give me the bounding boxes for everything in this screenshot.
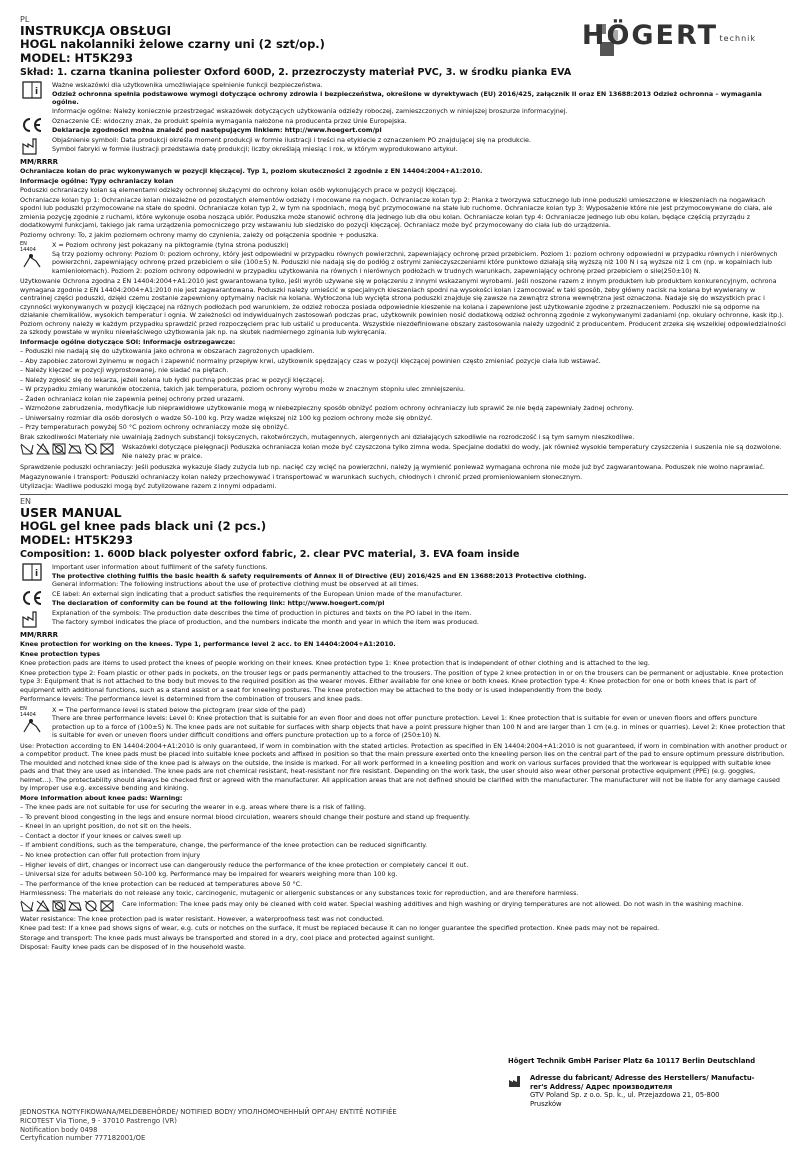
- pl-ce2: Deklaracje zgodności można znaleźć pod następującym linkiem: http://www.hoegert.com/pl: [52, 125, 382, 134]
- manufacturer-factory-icon: [508, 1074, 524, 1088]
- brand-wordmark: [582, 22, 718, 49]
- en-product: HOGL gel knee pads black uni (2 pcs.): [20, 519, 267, 534]
- pl-ce1: Oznaczenie CE: widoczny znak, że produkt spełnia wymagania nałożone na producenta przez Unie Europejska.: [52, 117, 407, 126]
- en-use: Use: Protection according to EN 14404:2004+A1:2010 is only guaranteed, if worn in combination with the stated articles. Protection as specified in EN 14404:2004+A1:2010 is not guaranteed, if worn in combination with another product or a competitor product. The knee pads must be placed into suitable knee pockets and affixed in position so that the main pressure exerted onto the kneeling person lies on the central part of the pad to ensure optimum pressure distribution. The moulded and notched knee side of the knee pad is always on the outside, the inside is marked. For all work performed in a kneeling position and work on various surfaces provided that the workwear is equipped with suitable knee pads and that they are used as intended. The knee pads are not chemical resistant, heat-resistant nor fire resistant. Depending on the work task, the user should also wear other personal protective equipment (PPE) (e.g. goggles, helmet...). The protectability should always be checked first or agreed with the manufacturer. All application areas that are not defined should be clarified with the manufacturer. The manufacturer will not be liable for any damage caused by improper use e.g. excessive bending and kinking.: [20, 741, 787, 793]
- section-divider: [20, 494, 788, 495]
- en-disp: Disposal: Faulty knee pads can be disposed of in the household waste.: [20, 943, 246, 952]
- notified-body-block: [20, 1108, 397, 1143]
- en-info3: General information: The following instructions about the use of protective clothing must be observed at all times.: [52, 580, 419, 589]
- en-ce2: The declaration of conformity can be found at the following link: http://www.hoegert.com/pl: [52, 598, 385, 607]
- pl-disp: Utylizacja: Wadliwe poduszki mogą być zutylizowane razem z innymi odpadami.: [20, 482, 277, 491]
- en-model: MODEL: HT5K293: [20, 532, 133, 547]
- pl-p2: Informacje ogólne: Typy ochraniaczy kolan: [20, 176, 174, 185]
- en-warning: – If ambient conditions, such as the temperature, change, the performance of the knee protection can be reduced significantly.: [20, 841, 428, 850]
- pl-ce-block: [20, 117, 788, 134]
- pl-sym2: Symbol fabryki w formie ilustracji przedstawia datę produkcji; liczby określają miesiąc i rok, w którym wyprodukowano artykuł.: [52, 144, 458, 153]
- en-p1: Knee protection for working on the knees. Type 1, performance level 2 acc. to EN 14404:2004+A1:2010.: [20, 640, 396, 649]
- pl-care-block: [20, 443, 788, 460]
- brand-name: HÖGERT: [581, 20, 718, 51]
- no-tumble-dry-icon: [52, 900, 66, 912]
- pl-composition: Skład: 1. czarna tkanina poliester Oxford 600D, 2. przezroczysty materiał PVC, 3. w środku pianka EVA: [20, 66, 572, 78]
- en-info2: The protective clothing fulfils the basic health & safety requirements of Annex II of Directive (EU) 2016/425 and EN 13688:2013 Protective clothing.: [52, 571, 587, 580]
- info-book-icon: [20, 563, 44, 581]
- notified-body-title: JEDNOSTKA NOTYFIKOWANA/MELDEBEHÖRDE/ NOTIFIED BODY/ УПОЛНОМОЧЕННЫЙ ОРГАН/ ENTITÉ NOTIFIÉE: [20, 1108, 397, 1116]
- no-bleach-icon: [36, 900, 50, 912]
- info-book-icon: [20, 81, 44, 99]
- pl-p5: Poziomy ochrony: To, z jakim poziomem ochrony mamy do czynienia, zależy od połączenia spodnie + poduszka.: [20, 230, 379, 239]
- en-section: [20, 498, 788, 952]
- pl-p4: Ochraniacze kolan typ 1: Ochraniacze kolan niezależne od pozostałych elementów odzieży i mocowane na nogach. Ochraniacze kolan typ 2: Pianka z tworzywa sztucznego lub inne poduszki umieszczone w kieszeniach na nogawkach spodni lub poduszki przymocowane na stałe do spodni. Ochraniacze kolan typ 2, w tym na spodniach, mogą być przymocowane na stałe lub ruchome. Ochraniacze kolan typ 3: Wyposażenie które nie jest przymocowywane do ciała, ale zmienia pozycję zgodnie z ruchami, które wykonuje osoba nosząca ubiór. Poduszka może stanowić ochronę dla jednego lub dla obu kolan. Ochraniacze kolan typ 4: Ochraniacze jednego lub obu kolan, będące częścią przyrządu z dodatkowymi funkcjami, takiego jak rama urządzenia pomocniczego przy wstawaniu lub siedzisko do pozycji klęczącej. Ochraniacz może być przymocowany do ciała lub do urządzenia.: [20, 195, 773, 230]
- wash-tub-icon: [20, 900, 34, 912]
- en-title: USER MANUAL: [20, 504, 122, 520]
- no-tumble-dry-icon: [52, 443, 66, 455]
- pl-title: INSTRUKCJA OBSŁUGI: [20, 23, 172, 38]
- en-check: Water resistance: The knee protection pad is water resistant. However, a waterproofness test was not conducted.: [20, 914, 385, 923]
- manufacturer-block: [508, 1057, 793, 1109]
- en-store: Storage and transport: The knee pads must always be transported and stored in a dry, cool place and protected against sunlight.: [20, 933, 435, 942]
- pl-symbols-block: [20, 136, 788, 156]
- en-care-block: [20, 900, 788, 912]
- address-label-1: Adresse du fabricant/ Adresse des Herstellers/ Manufactu-: [530, 1073, 755, 1082]
- pl-level-block: [20, 241, 788, 275]
- certification-number: Certyfication number 777182001/OE: [20, 1134, 146, 1143]
- pl-info3: Informacje ogólne: Należy koniecznie przestrzegać wskazówek dotyczących użytkowania odzieży roboczej, zamieszczonych w niniejszej broszurze informacyjnej.: [52, 106, 568, 115]
- no-iron-icon: [68, 900, 82, 912]
- en-warning: – No knee protection can offer full protection from injury: [20, 850, 201, 859]
- pl-info-block: [20, 81, 788, 115]
- en-ce1: CE label: An external sign indicating that a product satisfies the requirements of the European Union made of the manufacturer.: [52, 590, 463, 599]
- pl-sym1: Objaśnienie symboli: Data produkcji określa moment produkcji w formie ilustracji i treści na etykiecie z oznaczeniem PO znajdującej się na produkcie.: [52, 136, 531, 145]
- address-line-2: Pruszków: [530, 1100, 562, 1109]
- brand-sub: technik: [719, 34, 756, 43]
- en-warning: – The knee pads are not suitable for use for securing the wearer in e.g. areas where there is a risk of falling.: [20, 803, 366, 812]
- pl-use: Użytkowanie Ochrona zgodna z EN 14404:2004+A1:2010 jest gwarantowana tylko, jeśli wyrób używane się w połączeniu z innymi wskazanymi wyrobami. Jeśli noszone razem z innym produktem lub produktem konkurencyjnym, ochrona wymagana zgodnie z EN 14404:2004+A1:2010 nie jest zagwarantowana. Poduszki należy umieścić w specjalnych kieszeniach spodni na wysokości kolan i zamocować w taki sposób, żeby główny nacisk na kolana był wywierany w centralnej części poduszki, dzięki czemu zostanie zapewniony optymalny nacisk na kolana. Wytłoczona lub wycięta strona poduszki znajduje się zawsze na zewnątrz strona wewnętrzna jest oznaczona. Nadaje się do wszystkich prac i czynności wykonywanych w pozycji klęczącej na różnych podłożach pod warunkiem, że odzież robocza posiada odpowiednie kieszenie na kolana i zapewnione jest użytkowanie zgodne z przeznaczeniem. Poduszki nie są odporne na działanie chemikaliów, wysokich temperatur i ognia. W zależności od indywidualnych zastosowań podczas prac, użytkownik powinien nosić dodatkową odzież ochronną zgodnie z wykonywanymi zadaniami (np. okulary ochronne, kask itp.). Poziom ochrony należy w każdym przypadku sprawdzić przed rozpoczęciem prac lub ustalić u producenta. Wszystkie niezdefiniowane obszary zastosowania należy uzgodnić z producentem. Producent zrzeka się wszelkiej odpowiedzialności za szkody powstałe w wyniku niewłaściwego użytkowania jak np. na skutek nadmiernego zginania lub wykręcania.: [20, 277, 786, 337]
- ce-mark-icon: [20, 590, 44, 606]
- pl-info2: Odzież ochronna spełnia podstawowe wymogi dotyczące ochrony zdrowia i bezpieczeństwa, określone w dyrektywach (EU) 2016/425, załącznik II oraz EN 13688:2013 Odzież ochronna – wymagania ogólne.: [52, 89, 762, 107]
- en-p4: Knee protection type 2: Foam plastic or other pads in pockets, on the trouser legs or pads permanently attached to the trousers. The position of type 2 knee protection in or on the trousers can be permanent or adjustable. Knee protection type 3: Equipment that is not attached to the body but moves to the required position as the wearer moves. Either available for one knee or both knees. Knee protection type 4: Knee protection for one or both knees that is part of equipment with additional functions, such as a stand assist or a seat for kneeling postures. The knee protection may be attached to the body or is used independently from the body.: [20, 668, 784, 694]
- en-symbols-block: [20, 609, 788, 629]
- en-ce-block: [20, 590, 788, 607]
- en-warning: – To prevent blood congesting in the legs and ensure normal blood circulation, wearers should change their posture and stand up frequently.: [20, 812, 471, 821]
- pl-care: Wskazówki dotyczące pielęgnacji Poduszka ochraniacza kolan może być czyszczona tylko zimna woda. Specjalne dodatki do wody, jak również wysokie temperatury czyszczenia i suszenia nie są dozwolone. Nie należy prac w pralce.: [122, 443, 782, 460]
- en-warning: – The performance of the knee protection can be reduced at temperatures above 50 °C.: [20, 879, 303, 888]
- wash-tub-icon: [20, 443, 34, 455]
- en-harm: Harmlessness: The materials do not release any toxic, carcinogenic, mutagenic or allergenic substances or any substances toxic for reproduction, and are therefore harmless.: [20, 889, 579, 898]
- en14404-pictogram: [20, 241, 44, 269]
- en-warning: – Kneel in an upright position, do not sit on the heels.: [20, 822, 192, 831]
- pl-p1: Ochraniacze kolan do prac wykonywanych w pozycji klęczącej. Typ 1, poziom skuteczności 2 zgodnie z EN 14404:2004+A1:2010.: [20, 167, 483, 176]
- pl-p3: Poduszki ochraniaczy kolan są elementami odzieży ochronnej służącymi do ochrony kolan osób wykonujących prace w pozycji klęczącej.: [20, 186, 457, 195]
- no-bleach-icon: [36, 443, 50, 455]
- care-symbols: [20, 443, 114, 455]
- en-p5: Performance levels: The performance level is determined from the combination of trousers and knee pads.: [20, 695, 363, 704]
- factory-icon: [20, 136, 44, 156]
- pl-lang: PL: [20, 15, 30, 24]
- en-lang: EN: [20, 496, 32, 506]
- pl-check: Sprawdzenie poduszki ochraniaczy: Jeśli poduszka wykazuje ślady zużycia lub np. nacięć czy wcięć na powierzchni, należy ją wymienić ponieważ wymagana ochrona nie może już być zagwarantowana. Poduszek nie wolno naprawiać.: [20, 463, 765, 472]
- en-warning: – Higher levels of dirt, changes or incorrect use can dangerously reduce the performance of the knee protection or completely cancel it out.: [20, 860, 469, 869]
- pl-warning: – W przypadku zmiany warunków otoczenia, takich jak temperatura, poziom ochrony wyrobu może w znacznym stopniu ulec zmniejszeniu.: [20, 385, 466, 394]
- pl-warning: – Wzmożone zabrudzenia, modyfikacje lub nieprawidłowe użytkowanie mogą w niebezpieczny sposób obniżyć poziom ochrony ochraniaczy lub sprawić że nie będą zapewniały żadnej ochrony.: [20, 404, 634, 413]
- pl-warn-title: Informacje ogólne dotyczące SOI: Informacje ostrzegawcze:: [20, 337, 236, 346]
- pl-lvl2: Są trzy poziomy ochrony: Poziom 0: poziom ochrony, który jest odpowiedni w przypadku równych powierzchni, zapewniający ochronę przed przebiciem. Poziom 1: poziom ochrony odpowiedni w przypadku równych i nierównych powierzchni, zapewniający ochronę przed przebiciem o sile (100±5) N. Poduszki nie nadają się do podłóg z ostrymi zanieczyszczeniami które punktowo działają siłą wyższą niż 100 N i są wyższe niż 1 cm (np. w kopalniach lub kamieniołomach). Poziom 2: poziom ochrony odpowiedni w przypadku użytkowania na równych i nierównych podłożach w trudnych warunkach, zapewniający ochronę przed przebiciem o sile(250±10) N.: [52, 249, 778, 275]
- factory-icon: [20, 609, 44, 629]
- en-warning: – Contact a doctor if your knees or calves swell up: [20, 831, 182, 840]
- pl-store: Magazynowanie i transport: Poduszki ochraniaczy kolan należy przechowywać i transportować w warunkach suchych, chłodnych i chronić przed promieniowaniem słonecznym.: [20, 472, 583, 481]
- pl-warning: – Należy zgłosić się do lekarza, jeżeli kolana lub łydki puchną podczas prac w pozycji klęczącej.: [20, 375, 325, 384]
- pl-warning: – Poduszki nie nadają się do użytkowania jako ochrona w obszarach zagrożonych upadkiem.: [20, 347, 315, 356]
- pl-product: HOGL nakolanniki żelowe czarny uni (2 szt/op.): [20, 37, 325, 52]
- en-level-block: [20, 706, 788, 740]
- no-machine-wash-icon: [100, 900, 114, 912]
- address-label-2: rer's Address/ Адрес производителя: [530, 1082, 673, 1091]
- svg-text:i: i: [35, 87, 39, 98]
- no-machine-wash-icon: [100, 443, 114, 455]
- pl-warning: – Uniwersalny rozmiar dla osób dorosłych o wadze 50–100 kg. Przy wadze większej niż 100 kg poziom ochrony może się obniżyć.: [20, 413, 433, 422]
- pl-warning: – Przy temperaturach powyżej 50 °C poziom ochrony ochraniaczy może się obniżyć.: [20, 423, 290, 432]
- pl-model: MODEL: HT5K293: [20, 51, 133, 66]
- pl-warning: – Należy klęczeć w pozycji wyprostowanej, nie siadać na piętach.: [20, 366, 229, 375]
- pl-info1: Ważne wskazówki dla użytkownika umożliwiające spełnienie funkcji bezpieczeństwa.: [52, 81, 323, 90]
- care-symbols: [20, 900, 114, 912]
- pl-warning: – Aby zapobiec zatorowi żylnemu w nogach i zapewnić normalny przepływ krwi, użytkownik spędzający czas w pozycji klęczącej powinien często zmieniać pozycje ciała lub wstawać.: [20, 356, 601, 365]
- pl-lvl1: X = Poziom ochrony jest pokazany na piktogramie (tylna strona poduszki): [52, 241, 289, 250]
- en-sym2: The factory symbol indicates the place of production, and the numbers indicate the month and year in which the item was produced.: [52, 617, 479, 626]
- address-line-1: GTV Poland Sp. z o.o. Sp. k., ul. Przejazdowa 21, 05-800: [530, 1091, 720, 1100]
- en-info-block: [20, 563, 788, 588]
- pl-mmr: MM/RRRR: [20, 158, 59, 167]
- no-dry-clean-icon: [84, 443, 98, 455]
- knee-pictogram-icon: [22, 718, 42, 734]
- pl-en-label: EN 14404: [20, 241, 36, 254]
- en-en-label: EN 14404: [20, 705, 36, 718]
- en-composition: Composition: 1. 600D black polyester oxford fabric, 2. clear PVC material, 3. EVA foam inside: [20, 548, 520, 560]
- en14404-pictogram: [20, 706, 44, 734]
- en-lvl2: There are three performance levels: Level 0: Knee protection that is suitable for an even floor and does not offer puncture protection. Level 1: Knee protection that is suitable for even or uneven floors and offers puncture protection up to a force of (100±5) N. The knee pads are not suitable for surfaces with sharp objects that have a point pressure higher than 100 N and are larger than 1 cm (e.g. in mines or quarries). Level 2: Knee protection that is suitable for even or uneven floors under difficult conditions and offers puncture protection up to a force of (250±10) N.: [52, 714, 786, 740]
- en-mmr: MM/RRRR: [20, 631, 59, 640]
- en-p2: Knee protection types: [20, 649, 101, 658]
- en-warn-title: More information about knee pads: Warning:: [20, 793, 183, 802]
- en-warning: – Universal size for adults between 50-100 kg. Performance may be impaired for wearers weighing more than 100 kg.: [20, 870, 398, 879]
- manufacturer-line: Högert Technik GmbH Pariser Platz 6a 10117 Berlin Deutschland: [508, 1057, 756, 1065]
- en-info1: Important user information about fulfilment of the safety functions.: [52, 563, 268, 572]
- en-lvl1: X = The performance level is stated below the pictogram (rear side of the pad): [52, 705, 306, 714]
- pl-harm: Brak szkodliwości Materiały nie uwalniają żadnych substancji toksycznych, rakotwórczych, mutagennych, alergennych ani działających szkodliwie na rozrodczość i są tym samym nieszkodliwe.: [20, 432, 635, 441]
- knee-pictogram-icon: [22, 253, 42, 269]
- en-care: Care information: The knee pads may only be cleaned with cold water. Special washing additives and high washing or drying temperatures are not allowed. Do not wash in the washing machine.: [122, 899, 744, 908]
- no-iron-icon: [68, 443, 82, 455]
- pl-warning: – Żaden ochraniacz kolan nie zapewnia pełnej ochrony przed urazami.: [20, 394, 245, 403]
- ce-mark-icon: [20, 117, 44, 133]
- en-p3: Knee protection pads are items to used protect the knees of people working on their knees. Knee protection type 1: Knee protection that is independent of other clothing and is attached to the leg.: [20, 659, 650, 668]
- no-dry-clean-icon: [84, 900, 98, 912]
- svg-text:i: i: [35, 569, 39, 580]
- en-sym1: Explanation of the symbols: The production date describes the time of production in pictures and texts on the PO label in the item.: [52, 609, 472, 618]
- notified-body-address: RICOTEST Via Tione, 9 - 37010 Pastrengo (VR): [20, 1116, 177, 1125]
- en-test: Knee pad test: If a knee pad shows signs of wear, e.g. cuts or notches on the surface, it must be replaced because it can no longer guarantee the specified protection. Knee pads may not be repaired.: [20, 924, 660, 933]
- pl-section: [20, 16, 788, 491]
- notified-body-number: Notification body 0498: [20, 1125, 98, 1134]
